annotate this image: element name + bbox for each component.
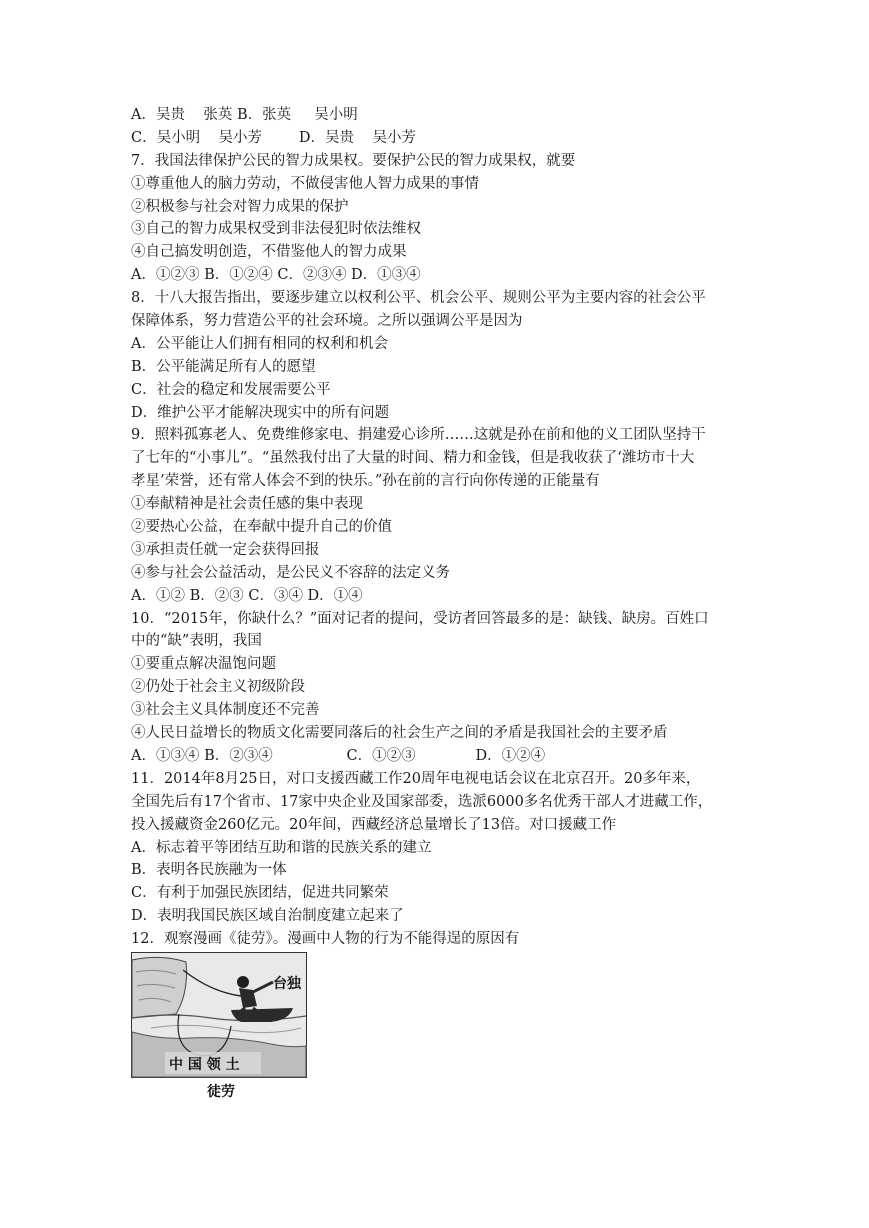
text-line: A．标志着平等团结互助和谐的民族关系的建立 <box>131 839 432 856</box>
document-page <box>131 104 741 951</box>
text-line: ③承担责任就一定会获得回报 <box>131 541 320 558</box>
text-line: ④参与社会公益活动，是公民义不容辞的法定义务 <box>131 564 450 581</box>
text-line: ②要热心公益，在奉献中提升自己的价值 <box>131 519 392 536</box>
text-line: ①奉献精神是社会责任感的集中表现 <box>131 496 363 513</box>
text-line: 中的“缺”表明，我国 <box>131 633 262 650</box>
text-line: B．表明各民族融为一体 <box>131 862 287 879</box>
text-line: A．吴贵 张英 B．张英 吴小明 <box>131 107 358 123</box>
text-line: 孝星’荣誉，还有常人体会不到的快乐。”孙在前的言行向你传递的正能量有 <box>131 473 600 490</box>
text-line: B．公平能满足所有人的愿望 <box>131 358 316 375</box>
text-line: A．公平能让人们拥有相同的权利和机会 <box>131 335 388 352</box>
text-line: ④自己搞发明创造，不借鉴他人的智力成果 <box>131 244 407 261</box>
answer-options: A．①②③ B．①②④ C．②③④ D．①③④ <box>131 267 421 284</box>
text-line: 全国先后有17个省市、17家中央企业及国家部委，选派6000多名优秀干部人才进藏工作， <box>131 793 713 810</box>
cartoon-label-territory: 中 国 领 土 <box>169 1057 240 1073</box>
question-stem: 8．十八大报告指出，要逐步建立以权利公平、机会公平、规则公平为主要内容的社会公平 <box>131 290 706 307</box>
question-stem: 10．“2015年，你缺什么？”面对记者的提问，受访者回答最多的是：缺钱、缺房。百姓口 <box>131 610 709 627</box>
text-line: 投入援藏资金260亿元。20年间，西藏经济总量增长了13倍。对口援藏工作 <box>131 816 617 833</box>
text-line: ④人民日益增长的物质文化需要同落后的社会生产之间的矛盾是我国社会的主要矛盾 <box>131 725 668 742</box>
text-line: C．社会的稳定和发展需要公平 <box>131 381 331 398</box>
question-stem: 9．照料孤寡老人、免费维修家电、捐建爱心诊所……这就是孙在前和他的义工团队坚持干 <box>131 427 706 444</box>
text-line: ②积极参与社会对智力成果的保护 <box>131 198 349 215</box>
question-stem: 11．2014年8月25日，对口支援西藏工作20周年电视电话会议在北京召开。20多年来， <box>131 770 701 787</box>
text-line: 了七年的“小事儿”。“虽然我付出了大量的时间、精力和金钱，但是我收获了‘潍坊市十大 <box>131 450 695 467</box>
text-line: C．有利于加强民族团结，促进共同繁荣 <box>131 885 389 902</box>
text-line: ②仍处于社会主义初级阶段 <box>131 679 305 696</box>
text-line: ①要重点解决温饱问题 <box>131 656 276 673</box>
text-line: ③自己的智力成果权受到非法侵犯时依法维权 <box>131 221 421 238</box>
cartoon-caption: 徒劳 <box>207 1084 235 1100</box>
answer-options: A．①② B．②③ C．③④ D．①④ <box>131 587 363 604</box>
text-line: ①尊重他人的脑力劳动，不做侵害他人智力成果的事情 <box>131 175 479 192</box>
text-line: D．维护公平才能解决现实中的所有问题 <box>131 404 390 421</box>
answer-options: A．①③④ B．②③④ C．①②③ D．①②④ <box>131 747 546 764</box>
question-stem: 7．我国法律保护公民的智力成果权。要保护公民的智力成果权，就要 <box>131 152 576 169</box>
text-line: ③社会主义具体制度还不完善 <box>131 702 320 719</box>
cartoon-image <box>131 952 307 1100</box>
cartoon-label-taidu: 台独 <box>273 976 301 992</box>
text-line: D．表明我国民族区域自治制度建立起来了 <box>131 908 404 925</box>
text-line: C．吴小明 吴小芳 D．吴贵 吴小芳 <box>131 129 416 146</box>
question-stem: 12．观察漫画《徒劳》。漫画中人物的行为不能得逞的原因有 <box>131 931 520 948</box>
text-line: 保障体系，努力营造公平的社会环境。之所以强调公平是因为 <box>131 313 523 330</box>
